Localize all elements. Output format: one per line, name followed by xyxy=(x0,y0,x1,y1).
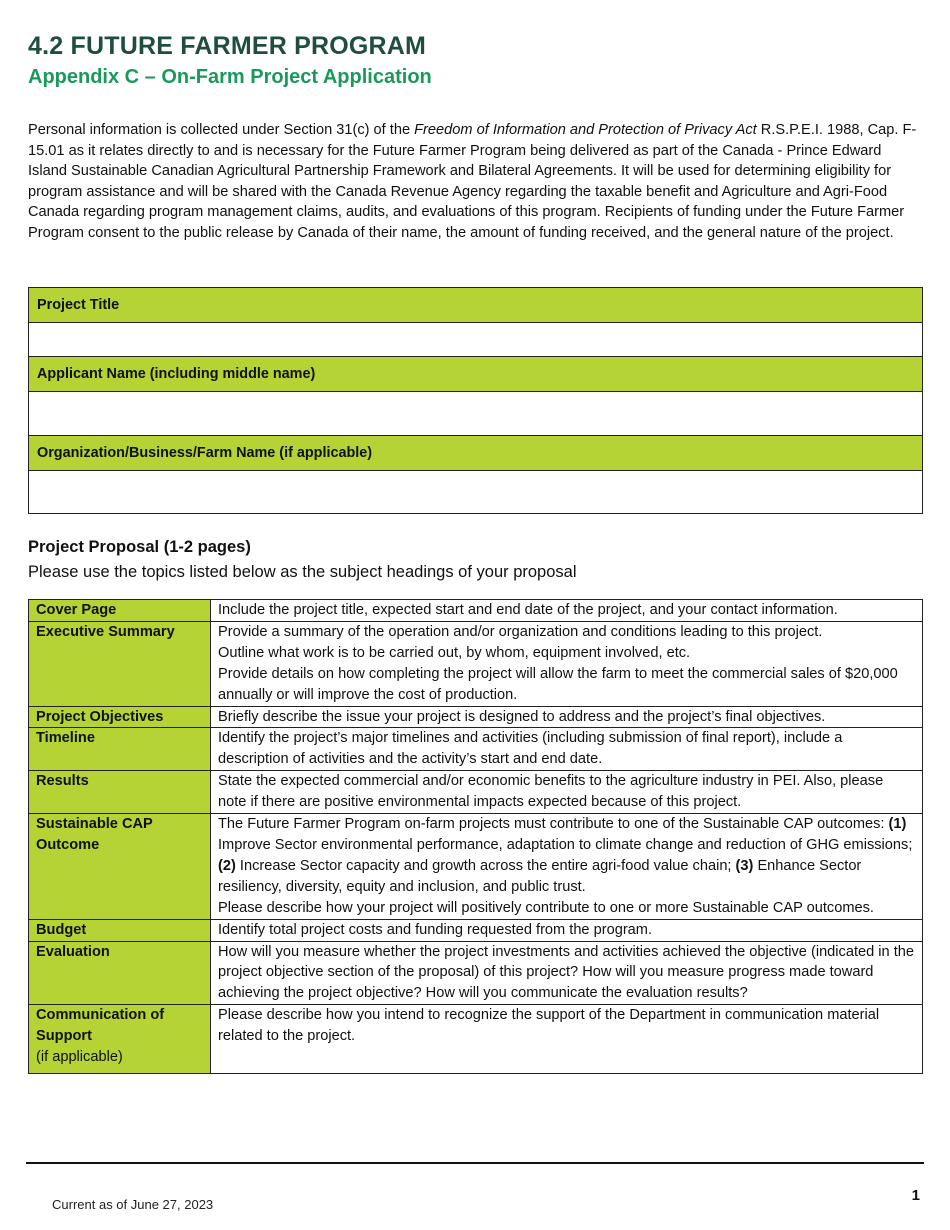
topic-description: Include the project title, expected start and end date of the project, and your contact information. xyxy=(211,600,923,622)
table-row xyxy=(29,728,923,771)
topic-description: Identify total project costs and funding requested from the program. xyxy=(211,919,923,941)
topic-sustainable-cap-outcome: Sustainable CAP Outcome xyxy=(29,814,211,920)
topic-description: How will you measure whether the project investments and activities achieved the objective (indicated in the project objective section of the proposal) of this project? How will you measure progress made toward achieving the project objective? How will you communicate the evaluation results? xyxy=(211,941,923,1005)
project-title-field[interactable] xyxy=(29,323,923,357)
topic-note: (if applicable) xyxy=(36,1049,123,1066)
act-name: Freedom of Information and Protection of Privacy Act xyxy=(414,122,757,138)
proposal-heading: Project Proposal (1-2 pages) xyxy=(28,538,251,556)
document-subtitle: Appendix C – On-Farm Project Application xyxy=(28,66,432,88)
organization-name-label: Organization/Business/Farm Name (if applicable) xyxy=(29,436,923,471)
applicant-name-field[interactable] xyxy=(29,392,923,436)
topic-description: Please describe how you intend to recognize the support of the Department in communication material related to the project. xyxy=(211,1005,923,1074)
topic-description: Briefly describe the issue your project is designed to address and the project’s final objectives. xyxy=(211,706,923,728)
table-row xyxy=(29,771,923,814)
table-row xyxy=(29,1005,923,1074)
topic-cover-page: Cover Page xyxy=(29,600,211,622)
project-title-label: Project Title xyxy=(29,288,923,323)
topic-description: Provide a summary of the operation and/or organization and conditions leading to this project. Outline what work is to be carried out, by whom, equipment involved, etc. Provide details on how completing the project will allow the farm to meet the commercial sales of $20,000 annually or will improve the cost of production. xyxy=(211,621,923,706)
topic-budget: Budget xyxy=(29,919,211,941)
topic-description: State the expected commercial and/or economic benefits to the agriculture industry in PEI. Also, please note if there are positive environmental impacts expected because of this project. xyxy=(211,771,923,814)
footer-date: Current as of June 27, 2023 xyxy=(52,1197,214,1212)
table-row xyxy=(29,941,923,1005)
topic-communication-of-support: Communication of Support (if applicable) xyxy=(29,1005,211,1074)
footer-divider xyxy=(26,1162,924,1164)
topic-results: Results xyxy=(29,771,211,814)
topic-description: Identify the project’s major timelines and activities (including submission of final report), include a description of activities and the activity’s start and end date. xyxy=(211,728,923,771)
topic-description: The Future Farmer Program on-farm projects must contribute to one of the Sustainable CAP outcomes: (1) Improve Sector environmental performance, adaptation to climate change and reduction of GHG emissions; (2) Increase Sector capacity and growth across the entire agri-food value chain; (3) Enhance Sector resiliency, diversity, equity and inclusion, and public trust. Please describe how your project will positively contribute to one or more Sustainable CAP outcomes. xyxy=(211,814,923,920)
table-row xyxy=(29,919,923,941)
privacy-notice: Personal information is collected under Section 31(c) of the Freedom of Information and Protection of Privacy Act R.S.P.E.I. 1988, Cap. F-15.01 as it relates directly to and is necessary for the Future Farmer Program being delivered as part of the Canada - Prince Edward Island Sustainable Canadian Agricultural Partnership Framework and Bilateral Agreements. It will be used for determining eligibility for program assistance and will be shared with the Canada Revenue Agency regarding the taxable benefit and Agriculture and Agri-Food Canada regarding program management claims, audits, and evaluations of this program. Recipients of funding under the Future Farmer Program consent to the public release by Canada of their name, the amount of funding received, and the general nature of the project. xyxy=(28,122,917,241)
table-row xyxy=(29,706,923,728)
table-row xyxy=(29,600,923,622)
table-row xyxy=(29,621,923,706)
proposal-topics-table xyxy=(28,599,923,1074)
applicant-name-label: Applicant Name (including middle name) xyxy=(29,357,923,392)
topic-project-objectives: Project Objectives xyxy=(29,706,211,728)
topic-evaluation: Evaluation xyxy=(29,941,211,1005)
proposal-instructions: Please use the topics listed below as the subject headings of your proposal xyxy=(28,563,577,581)
topic-executive-summary: Executive Summary xyxy=(29,621,211,706)
topic-timeline: Timeline xyxy=(29,728,211,771)
page-number: 1 xyxy=(911,1187,920,1204)
table-row xyxy=(29,814,923,920)
applicant-info-table xyxy=(28,287,923,514)
organization-name-field[interactable] xyxy=(29,471,923,514)
document-title: 4.2 FUTURE FARMER PROGRAM xyxy=(28,32,427,60)
